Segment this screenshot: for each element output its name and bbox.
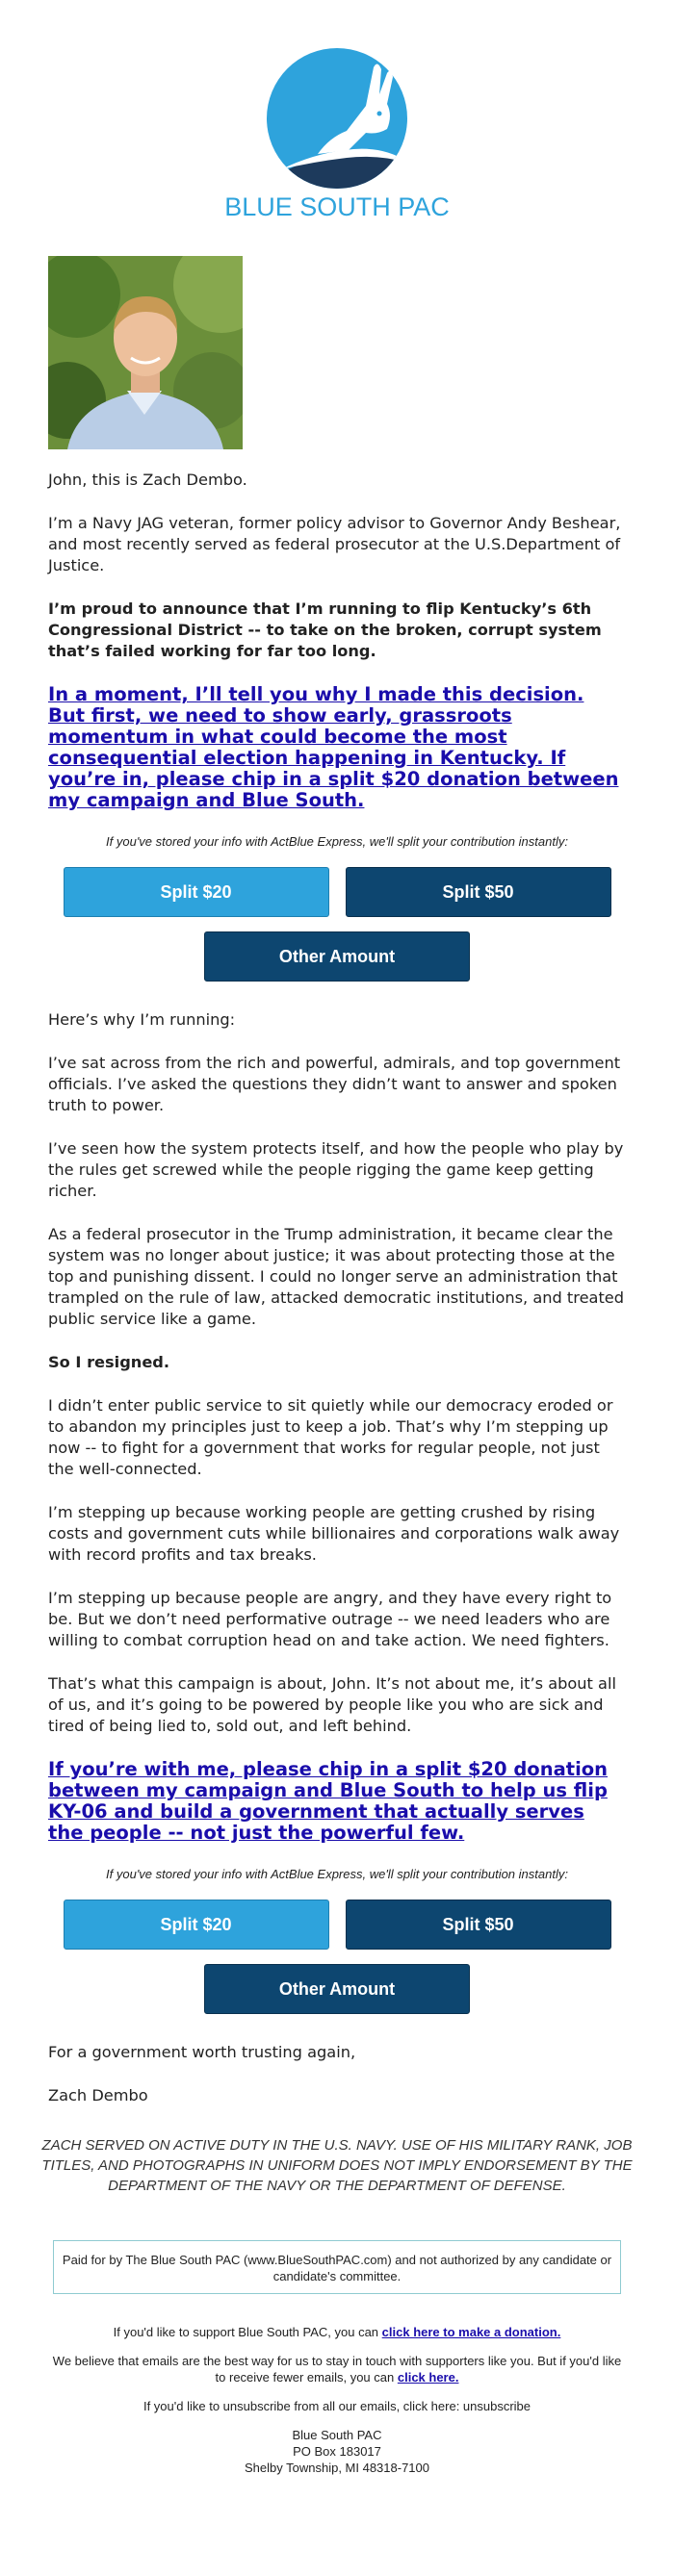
donate-link-1[interactable]: In a moment, I’ll tell you why I made this decision. But first, we need to show early, grassroots momentum in what could become the most consequential election happening in Kentucky. If you’re in, please chip in a split $20 donation between my campaign and Blue South. — [48, 683, 619, 811]
paragraph-system: I’ve seen how the system protects itself, and how the people who play by the rules get screwed while the people rigging the game keep getting richer. — [48, 1139, 624, 1200]
donation-link[interactable]: click here to make a donation. — [381, 2325, 561, 2339]
resigned-line: So I resigned. — [48, 1353, 170, 1371]
paragraph-campaign: That’s what this campaign is about, John. It’s not about me, it’s about all of us, and it’s going to be powered by people like you who are sick and tired of being lied to, sold out, and left behind. — [48, 1674, 616, 1735]
support-line — [48, 2324, 626, 2340]
fewer-emails-line — [48, 2353, 626, 2385]
address-po-box: PO Box 183017 — [293, 2444, 381, 2459]
actblue-note-1: If you've stored your info with ActBlue Express, we'll split your contribution instantly: — [106, 834, 568, 849]
actblue-note-2: If you've stored your info with ActBlue Express, we'll split your contribution instantly: — [106, 1867, 568, 1881]
split-20-button[interactable]: Split $20 — [64, 1900, 329, 1950]
address-org: Blue South PAC — [292, 2428, 382, 2442]
paragraph-prosecutor: As a federal prosecutor in the Trump administration, it became clear the system was no longer about justice; it was about protecting those at the top and punishing dissent. I could no longer serve an administration that trampled on the rule of law, attacked democratic institutions, and treated public service like a game. — [48, 1225, 625, 1328]
paragraph-fighters: I’m stepping up because people are angry, and they have every right to be. But we don’t need performative outrage -- we need leaders who are willing to combat corruption head on and take action. We need fighters. — [48, 1589, 612, 1649]
donation-button-row-1 — [48, 867, 626, 917]
candidate-photo — [48, 256, 243, 449]
split-50-button[interactable]: Split $50 — [346, 867, 611, 917]
unsubscribe-line[interactable]: If you'd like to unsubscribe from all our emails, click here: unsubscribe — [143, 2399, 531, 2413]
mailing-address — [48, 2427, 626, 2476]
blue-south-pac-logo — [221, 46, 453, 219]
paragraph-public-service: I didn’t enter public service to sit quietly while our democracy eroded or to abandon my principles just to keep a job. That’s why I’m stepping up now -- to fight for a government that works for regular people, not just the well-connected. — [48, 1396, 613, 1478]
military-disclaimer: ZACH SERVED ON ACTIVE DUTY IN THE U.S. NAVY. USE OF HIS MILITARY RANK, JOB TITLES, AND PHOTOGRAPHS IN UNIFORM DOES NOT IMPLY ENDORSEMENT BY THE DEPARTMENT OF THE NAVY OR THE DEPARTMENT OF DEFENSE. — [41, 2137, 633, 2194]
support-text: If you'd like to support Blue South PAC, you can — [113, 2325, 379, 2339]
split-20-button[interactable]: Split $20 — [64, 867, 329, 917]
candidate-portrait-image — [48, 256, 243, 449]
signature: Zach Dembo — [48, 2086, 148, 2104]
other-amount-button[interactable]: Other Amount — [204, 1964, 470, 2014]
intro-paragraph: I’m a Navy JAG veteran, former policy advisor to Governor Andy Beshear, and most recently served as federal prosecutor at the U.S.Department of Justice. — [48, 514, 621, 574]
greeting: John, this is Zach Dembo. — [48, 471, 247, 489]
fewer-emails-text: We believe that emails are the best way for us to stay in touch with supporters like you. But if you'd like to receive fewer emails, you can — [52, 2354, 622, 2385]
donate-link-2[interactable]: If you’re with me, please chip in a split $20 donation between my campaign and Blue South to help us flip KY-06 and build a government that actually serves the people -- not just the powerful few. — [48, 1758, 609, 1844]
paid-for-box: Paid for by The Blue South PAC (www.BlueSouthPAC.com) and not authorized by any candidate or candidate's committee. — [53, 2240, 621, 2294]
why-heading: Here’s why I’m running: — [48, 1010, 236, 1029]
other-amount-button[interactable]: Other Amount — [204, 931, 470, 982]
donkey-logo-icon — [221, 46, 453, 219]
fewer-emails-link[interactable]: click here. — [397, 2370, 459, 2385]
email-body — [41, 470, 633, 2196]
brand-name: BLUE SOUTH PAC — [224, 192, 450, 219]
split-50-button[interactable]: Split $50 — [346, 1900, 611, 1950]
announcement-paragraph: I’m proud to announce that I’m running to flip Kentucky’s 6th Congressional District -- to take on the broken, corrupt system that’s failed working for far too long. — [48, 599, 602, 660]
paragraph-working-people: I’m stepping up because working people are getting crushed by rising costs and government cuts while billionaires and corporations walk away with record profits and tax breaks. — [48, 1503, 620, 1564]
donation-button-row-2 — [48, 1900, 626, 1950]
paragraph-power: I’ve sat across from the rich and powerful, admirals, and top government officials. I’ve asked the questions they didn’t want to answer and spoken truth to power. — [48, 1054, 621, 1114]
footer — [48, 2324, 626, 2476]
address-city: Shelby Township, MI 48318-7100 — [245, 2461, 429, 2475]
closing-line: For a government worth trusting again, — [48, 2043, 356, 2061]
